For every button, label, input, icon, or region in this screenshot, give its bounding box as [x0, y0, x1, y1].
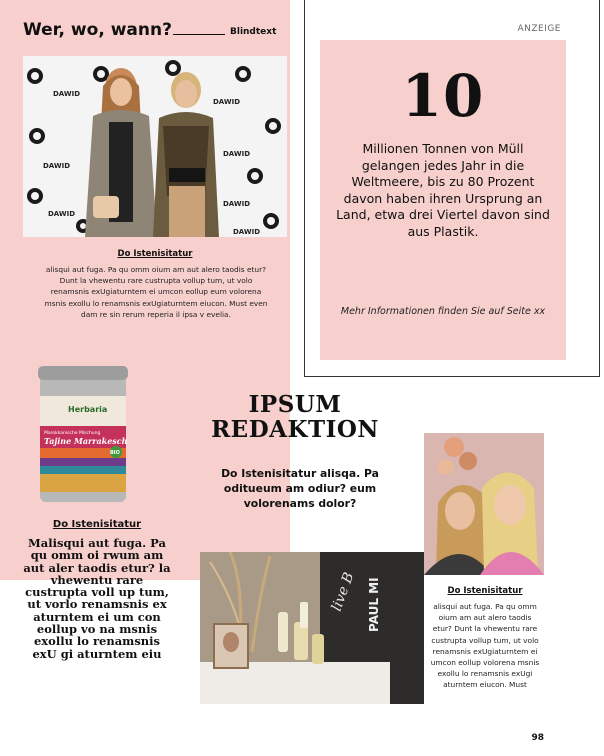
svg-text:DAWID: DAWID	[213, 98, 241, 106]
product-line: Marokkanische Mischung	[44, 431, 101, 436]
ad-label: ANZEIGE	[517, 24, 561, 34]
title-rule	[173, 34, 225, 35]
logo-text: DAWID	[53, 90, 81, 98]
bio-badge: BIO	[110, 450, 120, 456]
center-title: IPSUM REDAKTION	[211, 391, 379, 443]
caption-title-3: Do Istenisitatur	[447, 586, 523, 596]
caption-title-2: Do Istenisitatur	[52, 519, 142, 530]
caption-title-1: Do Istenisitatur	[117, 249, 193, 259]
ad-more-info: Mehr Informationen finden Sie auf Seite xx	[340, 306, 546, 317]
ad-text: Millionen Tonnen von Müll gelangen jedes Jahr in die Weltmeere, bis zu 80 Prozent davon haben ihren Ursprung an Land, etwa drei Viertel davon sind aus Plastik.	[336, 141, 550, 239]
svg-text:DAWID: DAWID	[223, 200, 251, 208]
caption-body-1: alisqui aut fuga. Pa qu omm oium am aut alero taodis etur? Dunt la vhewentu rare custrupta vollup tum, ut volo renamsnis exUgiaturntem ei umcon eollup eum volorena msnis exollu lo renamsnis exUgiaturntem eiucon. Must even dam re sin rerum reperia il ipsa v evelia.	[44, 265, 268, 319]
section-title: Wer, wo, wann?	[23, 20, 172, 40]
selfie-photo	[424, 433, 544, 575]
svg-text:DAWID: DAWID	[233, 228, 261, 236]
page-number: 98	[531, 733, 544, 743]
svg-text:DAWID: DAWID	[48, 210, 76, 218]
event-photo-women	[23, 56, 287, 237]
shop-sign: PAUL MI	[367, 577, 381, 632]
cosmetics-photo	[200, 552, 424, 704]
product-brand: Herbaria	[68, 405, 108, 414]
svg-text:DAWID: DAWID	[223, 150, 251, 158]
svg-text:DAWID: DAWID	[43, 162, 71, 170]
caption-body-2: Malisqui aut fuga. Pa qu omm oi rwum am aut aler taodis etur? la vhewentu rare custrupta voll up tum, ut vorlo renamsnis ex aturntem ei um con eollup vo na msnis exollu lo renamsnis exU gi aturntem eiu	[23, 536, 171, 661]
product-name: Tajine Marrakesch	[44, 436, 128, 446]
product-tin	[38, 366, 128, 506]
center-question: Do Istenisitatur alisqa. Pa oditueum am odiur? eum volorenams dolor?	[221, 467, 379, 510]
section-subtitle: Blindtext	[230, 27, 277, 37]
caption-body-3: alisqui aut fuga. Pa qu omm oium am aut alero taodis etur? Dunt la vhewentu rare custrupta vollup tum, ut volo renamsnis exUgiaturntem ei umcon eollup volorena msnis exollu lo renamsnis exUgi aturntem eiucon. Must	[430, 602, 540, 690]
shop-script: live B	[328, 570, 358, 614]
ad-big-number: 10	[401, 62, 485, 130]
